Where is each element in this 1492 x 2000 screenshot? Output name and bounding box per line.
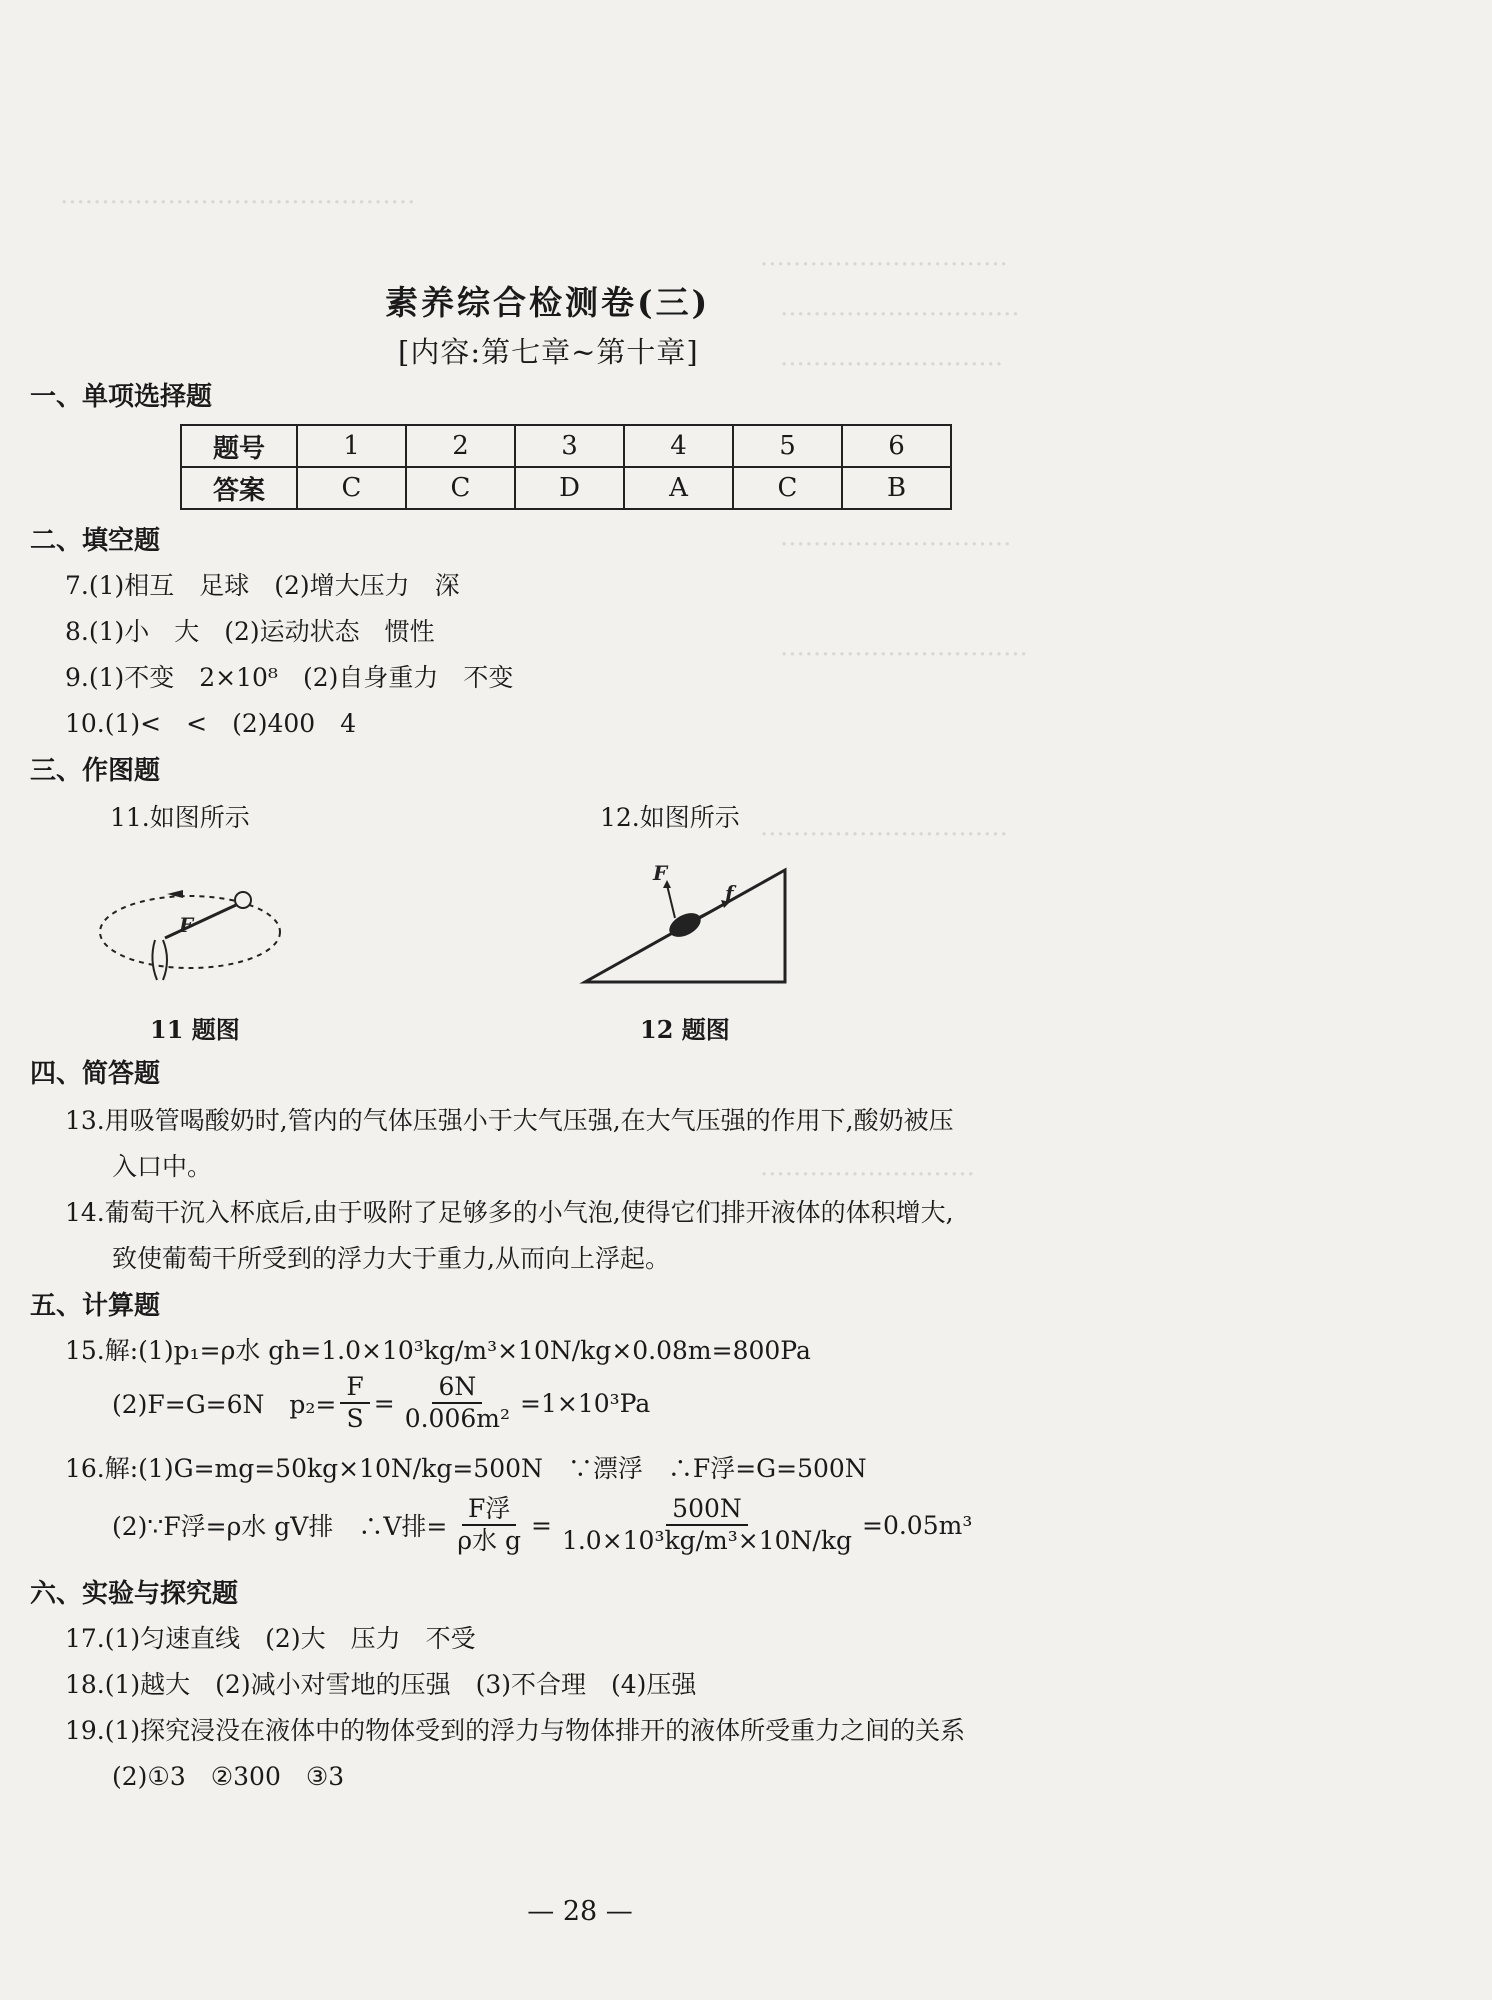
section-heading-experiment: 六、实验与探究题 [30,1579,239,1609]
bleed-through-text: ······························ [760,820,1008,850]
section-heading-short: 四、简答题 [30,1059,161,1089]
page-title: 素养综合检测卷(三) [385,283,711,322]
fraction-numerator: 6N [432,1372,482,1404]
formula-text: =0.05m³ [862,1510,973,1540]
table-cell: 2 [406,425,515,467]
table-cell: 5 [733,425,842,467]
bleed-through-text: ······························ [780,640,1028,670]
answer-line-q16-part2 [112,1494,972,1556]
bleed-through-text: ···························· [780,530,1012,560]
table-cell: 1 [297,425,406,467]
bleed-through-text: ······························ [760,250,1008,280]
table-cell: C [297,467,406,509]
table-cell: C [406,467,515,509]
bleed-through-text: ·························· [760,1160,975,1190]
formula-text: =1×10³Pa [520,1388,651,1418]
answer-line-q14: 14.葡萄干沉入杯底后,由于吸附了足够多的小气泡,使得它们排开液体的体积增大, [65,1198,954,1227]
figure-11-caption: 11 题图 [150,1015,240,1044]
answer-line-q11: 11.如图所示 [110,803,250,832]
answer-line-q16: 16.解:(1)G=mg=50kg×10N/kg=500N ∵漂浮 ∴F浮=G=500N [65,1454,867,1483]
answer-line-q9: 9.(1)不变 2×10⁸ (2)自身重力 不变 [65,663,514,692]
figure-12-caption: 12 题图 [640,1015,730,1044]
formula-text: (2)F=G=6N p₂= [112,1390,337,1419]
fraction-numerator: F浮 [462,1494,516,1526]
table-cell: 4 [624,425,733,467]
fraction [399,1372,516,1434]
answer-line-q15-part2 [112,1372,650,1434]
equals-sign: = [530,1510,552,1540]
answer-line-q15: 15.解:(1)p₁=ρ水 gh=1.0×10³kg/m³×10N/kg×0.08m=800Pa [65,1336,811,1365]
fraction-denominator: S [346,1404,364,1433]
answer-line-q19-cont: (2)①3 ②300 ③3 [112,1762,345,1791]
table-cell: A [624,467,733,509]
answer-table [180,424,952,510]
figure-12-diagram [575,840,795,990]
fraction-numerator: 500N [666,1494,748,1526]
table-row [181,467,951,509]
answer-line-q14-cont: 致使葡萄干所受到的浮力大于重力,从而向上浮起。 [112,1244,670,1273]
section-heading-calc: 五、计算题 [30,1291,161,1321]
answer-line-q18: 18.(1)越大 (2)减小对雪地的压强 (3)不合理 (4)压强 [65,1670,697,1699]
section-heading-choice: 一、单项选择题 [30,382,213,412]
answer-line-q17: 17.(1)匀速直线 (2)大 压力 不受 [65,1624,476,1653]
fraction [556,1494,858,1556]
answer-line-q13-cont: 入口中。 [112,1152,213,1181]
answer-line-q7: 7.(1)相互 足球 (2)增大压力 深 [65,571,460,600]
bleed-through-text: ····························· [780,300,1020,330]
force-label-F: F [653,861,668,885]
table-cell: 6 [842,425,951,467]
force-label-F: F [179,913,194,937]
formula-text: (2)∵F浮=ρ水 gV排 ∴V排= [112,1512,448,1541]
fraction-denominator: 0.006m² [404,1404,511,1433]
section-heading-fill: 二、填空题 [30,526,161,556]
table-cell: D [515,467,624,509]
bleed-through-text: ··························· [780,350,1004,380]
table-cell: 3 [515,425,624,467]
page-subtitle: [内容:第七章~第十章] [398,335,699,369]
answer-line-q19: 19.(1)探究浸没在液体中的物体受到的浮力与物体排开的液体所受重力之间的关系 [65,1716,966,1745]
table-cell: B [842,467,951,509]
table-row [181,425,951,467]
fraction [340,1372,369,1434]
table-cell: C [733,467,842,509]
answer-line-q8: 8.(1)小 大 (2)运动状态 惯性 [65,617,435,646]
equals-sign: = [373,1388,395,1418]
answer-line-q12: 12.如图所示 [600,803,740,832]
fraction-numerator: F [340,1372,369,1404]
fraction-denominator: 1.0×10³kg/m³×10N/kg [561,1526,852,1555]
answer-line-q10: 10.(1)< < (2)400 4 [65,709,357,738]
bleed-through-text: ··········································· [60,188,416,218]
answer-line-q13: 13.用吸管喝酸奶时,管内的气体压强小于大气压强,在大气压强的作用下,酸奶被压 [65,1106,954,1135]
table-header-cell: 答案 [181,467,297,509]
force-label-f: f [725,881,734,905]
figure-11-diagram [95,880,295,985]
table-header-cell: 题号 [181,425,297,467]
fraction [451,1494,527,1556]
fraction-denominator: ρ水 g [457,1526,521,1555]
section-heading-drawing: 三、作图题 [30,756,161,786]
page-number: — 28 — [527,1896,633,1927]
